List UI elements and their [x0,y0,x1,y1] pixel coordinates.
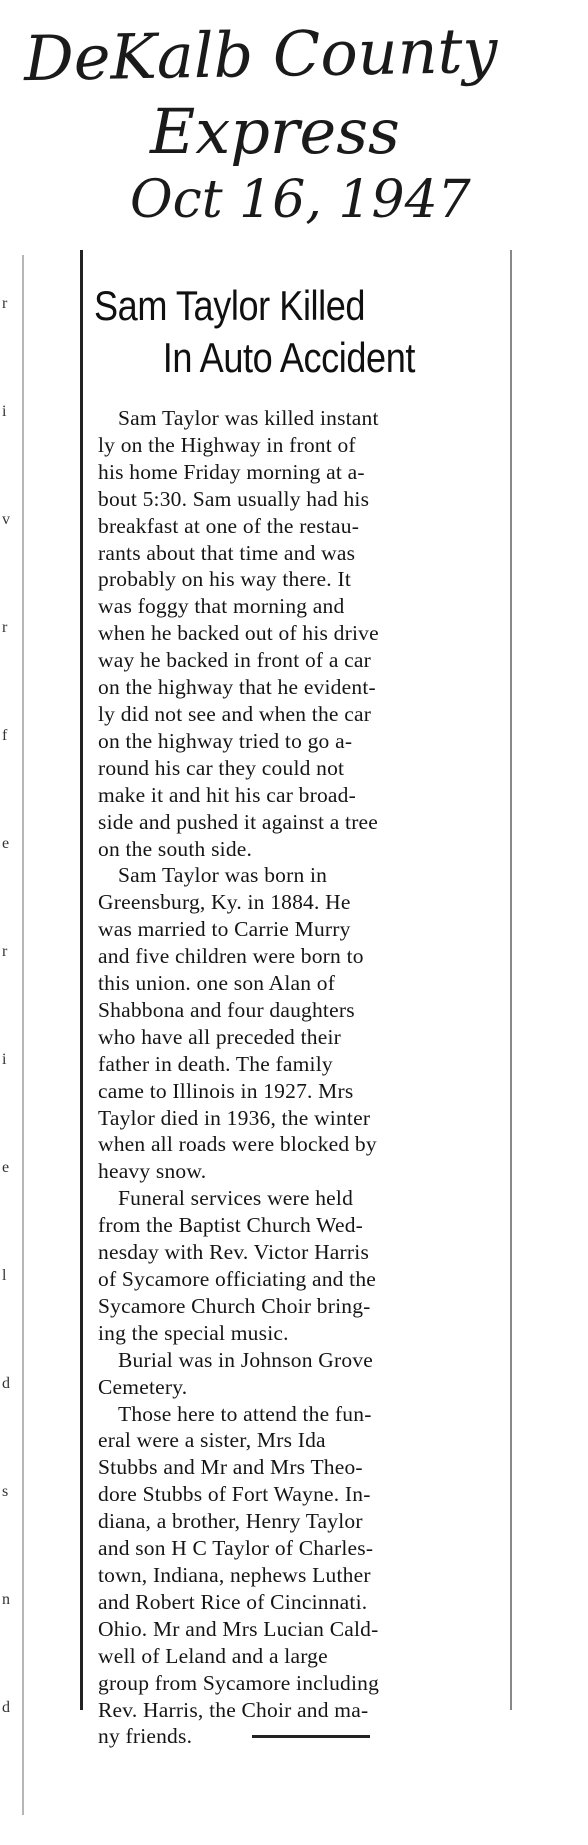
adjacent-column-letter: s [2,1483,9,1500]
article-line: his home Friday morning at a- [98,459,365,484]
article-line: on the highway that he evident- [98,675,376,700]
headline-line-1: Sam Taylor Killed [94,282,366,329]
article-paragraph [98,1185,500,1346]
article-line: eral were a sister, Mrs Ida [98,1428,326,1453]
article-paragraph [98,405,500,862]
annotation-newspaper-name: DeKalb County [23,13,499,96]
article-line: ny friends. [98,1724,193,1749]
annotation-date: Oct 16, 1947 [130,170,471,230]
adjacent-column-letter: e [2,1159,10,1176]
adjacent-column-letter: e [2,835,10,852]
article-line: on the highway tried to go a- [98,728,353,753]
adjacent-column-letter: i [2,1051,7,1068]
article-line: heavy snow. [98,1159,207,1184]
article-line: rants about that time and was [98,540,356,565]
article-line: on the south side. [98,836,253,861]
article-line: Ohio. Mr and Mrs Lucian Cald- [98,1616,379,1641]
article-line: breakfast at one of the restau- [98,513,360,538]
column-divider [22,255,24,1815]
adjacent-column-letter: l [2,1267,7,1284]
adjacent-column-letter: d [2,1375,10,1392]
adjacent-column-letter: i [2,403,7,420]
article-paragraph [98,862,500,1185]
adjacent-column-letter: f [2,727,8,744]
article-line: Those here to attend the fun- [118,1401,372,1426]
article-line: Funeral services were held [118,1186,354,1211]
article-line: Cemetery. [98,1374,188,1399]
handwritten-annotation [0,0,588,250]
article-line: and son H C Taylor of Charles- [98,1536,374,1561]
article-line: who have all preceded their [98,1024,341,1049]
headline-line-2: In Auto Accident [162,334,415,381]
article-line: group from Sycamore including [98,1670,380,1695]
article-line: side and pushed it against a tree [98,809,379,834]
adjacent-column-letter: r [2,619,8,636]
article-line: dore Stubbs of Fort Wayne. In- [98,1482,371,1507]
article-line: diana, a brother, Henry Taylor [98,1509,363,1534]
article-line: this union. one son Alan of [98,971,336,996]
article-line: Rev. Harris, the Choir and ma- [98,1697,369,1722]
article-line: was married to Carrie Murry [98,917,351,942]
article-line: Shabbona and four daughters [98,997,355,1022]
article-line: way he backed in front of a car [98,648,372,673]
clipping-left-rule [80,250,83,1710]
article-line: bout 5:30. Sam usually had his [98,486,370,511]
article-line: father in death. The family [98,1051,333,1076]
article-line: ly did not see and when the car [98,701,372,726]
article-line: Taylor died in 1936, the winter [98,1105,371,1130]
article-line: ing the special music. [98,1320,289,1345]
article-line: Sam Taylor was born in [118,863,328,888]
adjacent-column-letter: r [2,943,8,960]
end-of-article-rule [252,1735,370,1738]
article-line: and five children were born to [98,944,364,969]
adjacent-column-fragment [0,255,28,1815]
article-line: when he backed out of his drive [98,621,379,646]
article-line: Sam Taylor was killed instant [118,406,379,430]
article-line: from the Baptist Church Wed- [98,1213,364,1238]
article-headline [94,280,504,384]
article-line: and Robert Rice of Cincinnati. [98,1589,368,1614]
article-line: Stubbs and Mr and Mrs Theo- [98,1455,363,1480]
article-line: ly on the Highway in front of [98,432,356,457]
adjacent-column-letter: d [2,1699,10,1716]
article-line: when all roads were blocked by [98,1132,377,1157]
article-line: make it and hit his car broad- [98,782,356,807]
article-paragraph [98,1347,500,1401]
adjacent-column-letter: n [2,1591,10,1608]
adjacent-column-letter: v [2,511,10,528]
newspaper-clipping [80,250,512,1770]
annotation-newspaper-title: Express [150,95,400,168]
article-line: well of Leland and a large [98,1643,328,1668]
article-line: town, Indiana, nephews Luther [98,1562,371,1587]
article-line: of Sycamore officiating and the [98,1267,377,1291]
article-line: nesday with Rev. Victor Harris [98,1240,370,1265]
article-line: came to Illinois in 1927. Mrs [98,1078,354,1103]
adjacent-column-letter: r [2,295,8,312]
article-body [98,405,500,1750]
article-line: Sycamore Church Choir bring- [98,1293,371,1318]
clipping-right-rule [510,250,512,1710]
article-line: round his car they could not [98,755,345,780]
article-line: Greensburg, Ky. in 1884. He [98,890,351,915]
article-line: probably on his way there. It [98,567,351,592]
article-paragraph [98,1401,500,1751]
article-line: was foggy that morning and [98,594,345,619]
article-line: Burial was in Johnson Grove [118,1347,374,1372]
